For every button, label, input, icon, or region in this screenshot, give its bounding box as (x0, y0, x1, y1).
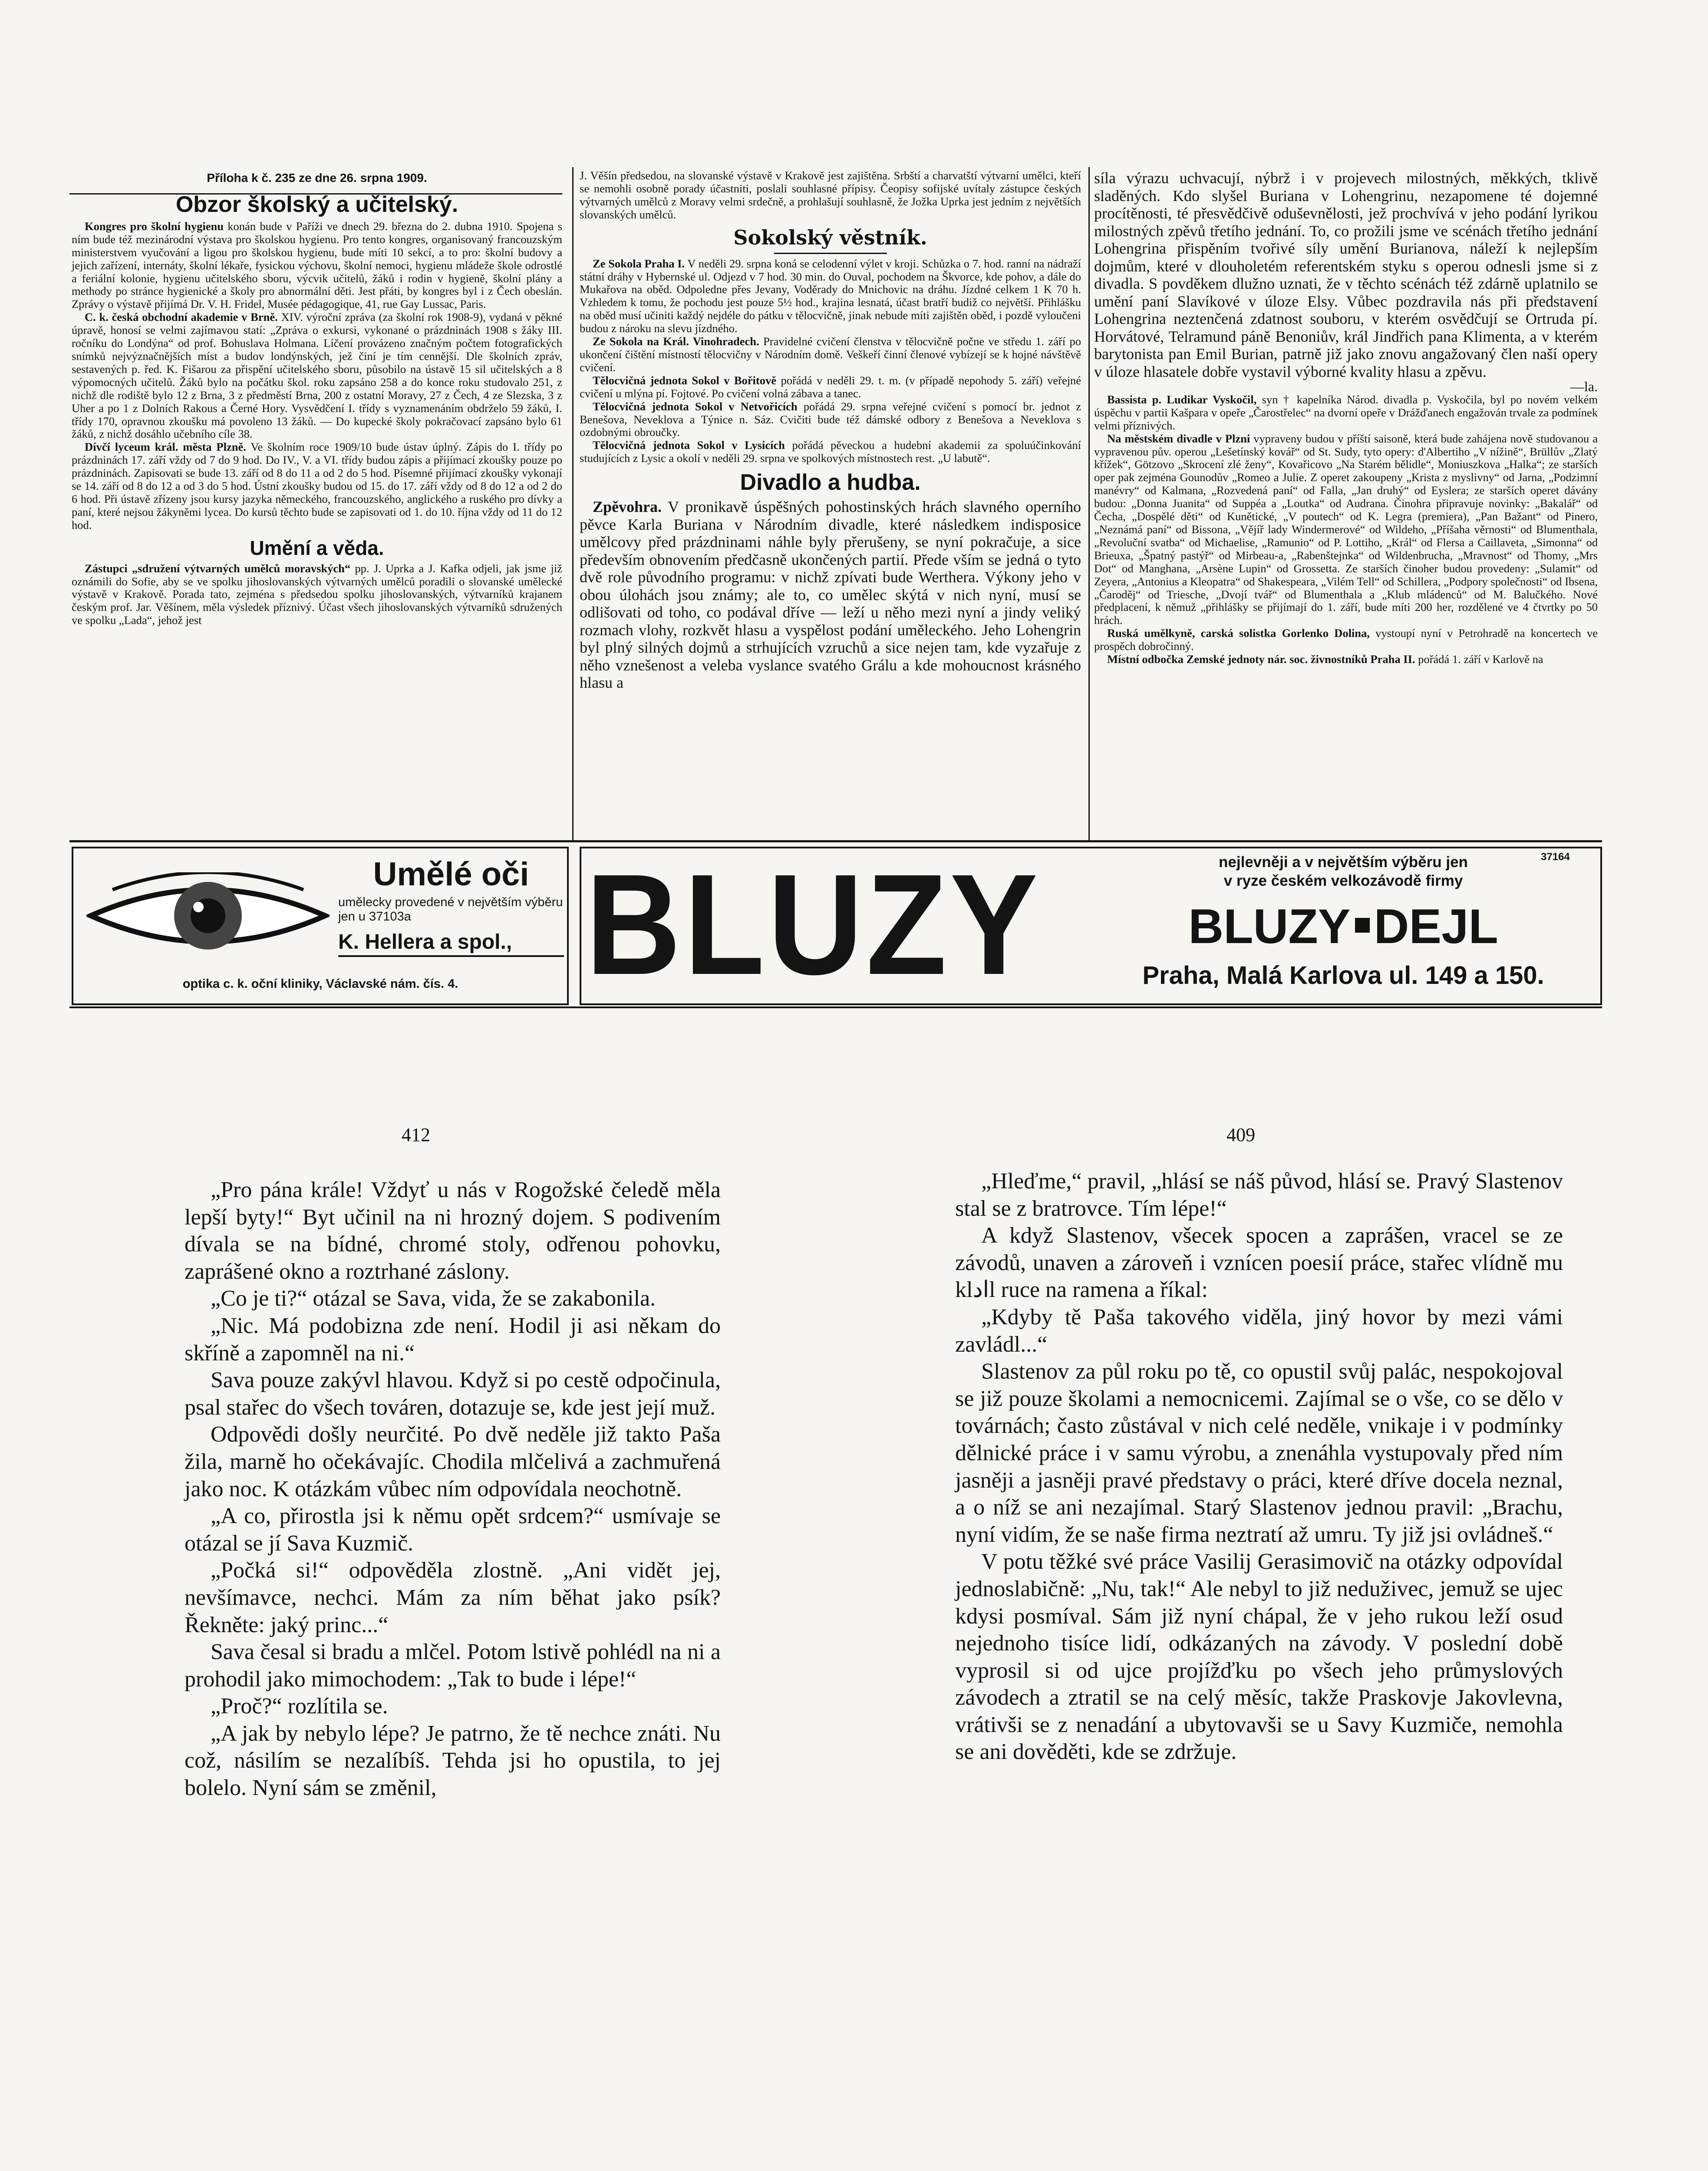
ad-rule (338, 955, 564, 957)
section-heading-school: Obzor školský a učitelský. (175, 191, 458, 217)
article-lead: C. k. česká obchodní akademie v Brně. (85, 310, 278, 324)
article-text: V neděli 29. srpna koná se celodenní výlet v kroji. Schůzka o 7. hod. ranní na nádraží státní dráhy v Hybernské ul. Odjezd v 7 hod. 30 min. do Ouval, pochodem na Škvorce, kde pohov, a dále do Mukařova na oběd. Odpoledne přes Jevany, Voděrady do Mnichovic na dráhu. Jízdné celkem 1 K 70 h. Vzhledem k tomu, že pochodu jest pouze 5½ hod., krajina lesnatá, účast bratří budiž co největší. Přihlášku na oběd musí učiniti každý nejdéle do pátku v tělocvičně, jinak nebude míti zajištěn oběd, i pozdě vyloučeni budou z nároku na slevu jízdného. (580, 257, 1081, 335)
book-paragraph: V potu těžké své práce Vasilij Gerasimovič na otázky odpovídal jednoslabičně: „Nu, tak!“ Ale nebyl to již neduživec, jemuž se ujec kdysi posmíval. Sám již nyní chápal, že v jeho rukou leží osud nejednoho tisíce lidí, odkázaných na závody. V poslední době vyprosil si od ujce projížďku po všech jeho průmyslových závodech a ztratil se na celý měsíc, takže Praskovje Jakovlevna, vrátivši se z nenadání a ubytovavši se u Savy Kuzmiče, nemohla se ani dověděti, kde se zdržuje. (955, 1549, 1563, 1765)
article-continued: J. Věšín předsedou, na slovanské výstavě v Krakově jest zajištěna. Srbští a charvatští výtvarní umělci, kteří se nemohli osobně porady účastniti, poslali souhlasné přípisy. Čeopisy sofijské uvítaly zástupce českých výtvarných umělců z Moravy velmi srdečně, a prohlašují souhlasně, že Jožka Uprka jest jedním z největších slovanských umělců. (580, 169, 1081, 221)
column-2 (580, 169, 1081, 692)
article-sokol-lysice (580, 439, 1081, 465)
article-lead: Bassista p. Ludikar Vyskočil, (1107, 393, 1257, 406)
article-signature: —la. (1570, 379, 1598, 394)
article-sokol-netvorice (580, 400, 1081, 439)
article-opera (580, 498, 1081, 692)
article-continued: síla výrazu uchvacují, nýbrž i v projevech milostných, měkkých, tklivě sladěných. Kdo slyšel Buriana v Lohengrinu, nezapomene té dojemné procítěnosti, té přesvědčivě oduševnělosti, jež prochvívá v jeho podání lyrikou milostných zpěvů třetího jednání. To, co prožili jsme ve scénách třetího jednání Lohengrina přispěním tvořivé síly umění Burianova, náleží k nejlepším dojmům, které v dlouholetém referentském styku s operou odnesli jsme si z divadla. S povděkem dlužno uznati, že v těchto scénách též zdárně uplatnilo se umění paní Slavíkové v úloze Elsy. Vůbec pozdravila nás při představení Lohengrina neztenčená zdatnost souboru, v kterém osvědčují se Ortruda pí. Horvátové, Telramund páně Benoniův, král Jindřich pana Klimenta, a v kterém barytonista pan Emil Burian, patrně již jako znovu angažovaný člen naší opery v úloze hlasatele dobře vystavil výborné kvality hlasu a zpěvu. (1094, 169, 1598, 380)
article-plzen-lyceum (72, 441, 562, 531)
article-text: vystoupí nyní v Petrohradě na koncertech ve prospěch dobročinný. (1094, 627, 1598, 653)
ad-line-2: v ryze českém velkozávodě firmy (1223, 872, 1463, 889)
article-moravian-artists (72, 562, 562, 627)
article-lead: Tělocvičná jednota Sokol v Netvořicích (593, 399, 798, 413)
article-sokol-praha (580, 257, 1081, 335)
bluzy-advertisement (580, 844, 1602, 1005)
book-paragraph: Odpovědi došly neurčité. Po dvě neděle již takto Paša žila, marně ho očekávajíc. Chodila mlčelivá a zachmuřená jako noc. K otázkám vůbec ním odpovídala neochotně. (185, 1422, 721, 1501)
article-brno-academy (72, 311, 562, 441)
article-lead: Zástupci „sdružení výtvarných umělců moravských“ (85, 561, 351, 575)
eye-icon (86, 872, 330, 959)
separator-square-icon (1355, 918, 1370, 933)
book-paragraph: „Nic. Má podobizna zde není. Hodil ji asi někam do skříně a zapomněl na ni.“ (185, 1313, 721, 1366)
ad-footer: optika c. k. oční kliniky, Václavské nám. čís. 4. (182, 977, 458, 991)
article-text: pp. J. Uprka a J. Kafka odjeli, jak jsme již oznámili do Sofie, aby se ve spolku jihoslovanských výtvarných umělců poradili o slovanské umělecké výstavě v Krakově. Porada tato, zejména s předsedou spolku jihoslovanských, výtvarníků krajanem českým prof. Jar. Věšínem, měla výsledek příznivý. Účast všech jihoslovanských výtvarníků sdružených ve spolku „Lada“, jehož jest (72, 561, 563, 627)
section-heading-art: Umění a věda. (250, 536, 384, 559)
article-lead: Ze Sokola Praha I. (593, 257, 685, 270)
book-paragraph: „Co je ti?“ otázal se Sava, vida, že se zakabonila. (211, 1286, 656, 1311)
column-divider (572, 167, 574, 840)
book-paragraph: „Počká si!“ odpověděla zlostně. „Ani vidět jej, nevšímavce, nechci. Mám za ním běhat jako psík? Řekněte: jaký princ...“ (185, 1558, 721, 1637)
article-lead: Zpěvohra. (593, 498, 662, 516)
article-trade-union (1094, 653, 1598, 666)
article-text: pořádá 29. srpna veřejné cvičení s pomocí br. jednot z Benešova, Neveklova a Týnice n. Sáz. Cvičiti bude též dámské odbory z Benešova a Neveklova s ozdobnými obroučky. (580, 399, 1081, 439)
article-lead: Ze Sokola na Král. Vinohradech. (593, 335, 759, 348)
page-number-left: 412 (402, 1124, 430, 1145)
ad-text: umělecky provedené v největším výběru jen u 37103a (338, 895, 563, 924)
book-paragraph: Sava pouze zakývl hlavou. Když si po cestě odpočinula, psal stařec do všech továren, dotazuje se, kde jest její muž. (185, 1368, 721, 1420)
ad-headline: Umělé oči (373, 856, 529, 893)
heading-rule (774, 253, 887, 254)
firm-part-b: DEJL (1374, 899, 1498, 954)
ad-line-1: nejlevněji a v největším výběru jen (1219, 854, 1468, 871)
column-divider (1088, 167, 1090, 840)
ad-firm-name (1094, 898, 1593, 955)
book-page-left (185, 1177, 721, 1802)
article-hygiene-congress (72, 220, 562, 311)
book-paragraph: Sava česal si bradu a mlčel. Potom lstivě pohlédl na ni a prohodil jako mimochodem: „Tak to bude i lépe!“ (185, 1640, 721, 1692)
article-text: pořádá pěveckou a hudební akademii za spoluúčinkování studujících z Lysic a okolí v neděli 29. srpna ve spolkových místnostech rest. „U labutě“. (580, 439, 1082, 465)
article-text: syn † kapelníka Národ. divadla p. Vyskočila, byl po novém velkém úspěchu v partii Kašpara v opeře „Čarostřelec“ na dvorní opeře v Drážďanech engažován trvale za podmínek velmi příznivých. (1094, 393, 1598, 432)
article-text: V pronikavě úspěšných pohostinských hrách slavného operního pěvce Karla Buriana v Národním divadle, které následkem indisposice umělcovy před prázdninami náhle byly přerušeny, se nyní pokračuje, a sice především obnovením předčasně ukončených partií. Přede vším se jedná o tyto dvě role původního programu: v nichž zpívati bude Werthera. Výkony jeho v obou úlohách jsou známy; ale to, co umělec skýtá v nich nyní, musí se odlišovati od toho, co podával dříve — leží u něho mezi nyní a jindy veliký rozmach vlohy, rozkvět hlasu a vyspělost podání uměleckého. Jeho Lohengrin byl plný silných dojmů a strhujících vzruchů a sice nejen tam, kde vyzařuje z něho vznešenost a veleba vyslance svatého Grálu a kde mohoucnost krásného hlasu a (580, 498, 1081, 692)
article-lead: Na městském divadle v Plzni (1107, 432, 1250, 445)
article-text: konán bude v Paříži ve dnech 29. března do 2. dubna 1910. Spojena s ním bude též mezinárodní výstava pro školskou hygienu. Pro tento kongres, organisovaný francouzským ministerstvem vyučování a ligou pro školskou hygienu, bude míti 10 sekcí, a to pro: školní budovy a jejich zařízení, internáty, školní lékaře, fysickou výchovu, školní nemoci, hygienu mládeže škole odrostlé a feriální kolonie, hygienu učitelského sboru, výcvik učitelů, žáků i rodin v hygieně, školní plány a methody po stránce hygienické a školy pro abnormální děti. Jest přáti, by kongres byl i z Čech obeslán. Zprávy o výstavě přijímá Dr. V. H. Fridel, Musée pédagogique, 41, rue Gay Lussac, Paris. (72, 219, 562, 311)
ad-address: Praha, Malá Karlova ul. 149 a 150. (1142, 961, 1544, 990)
ad-firm-name: K. Hellera a spol., (338, 930, 512, 954)
article-lead: Kongres pro školní hygienu (85, 219, 224, 233)
article-lead: Dívčí lyceum král. města Plzně. (85, 440, 246, 454)
ad-big-word: BLUZY (586, 844, 1041, 1004)
article-text: pořádá v neděli 29. t. m. (v případě nepohody 5. září) veřejné cvičení u mlýna pí. Fojtové. Po cvičení volná zábava a tanec. (580, 373, 1082, 400)
column-3 (1094, 169, 1598, 666)
optician-advertisement (72, 847, 569, 1005)
article-text: pořádá 1. září v Karlově na (1418, 653, 1543, 666)
article-plzen-theatre (1094, 432, 1598, 627)
article-lead: Místní odbočka Zemské jednoty nár. soc. živnostníků Praha II. (1107, 653, 1415, 666)
book-page-right (955, 1168, 1563, 1766)
article-gorlenko (1094, 627, 1598, 653)
article-text: Ve školním roce 1909/10 bude ústav úplný. Zápis do I. třídy po prázdninách 17. září vždy od 7 do 9 hod. Do IV., V. a VI. třídy budou zápis a přijímací zkoušky pouze po prázdninách. Zapisovati se bude 13. září od 8 do 11 a od 2 do 5 hod. Písemné přijímací zkoušky vykonají se 14. září od 8 do 12 a od 3 do 5 hod. Ústní zkoušky budou od 15. do 17. září vždy od 8 do 12 a od 2 do 6 hod. Při ústavě zřízeny jsou kursy jazyka německého, francouzského, anglického a ruského pro dívky a paní, které nejsou žákyněmi lycea. Do kursů těchto bude se zapisovati od 1. do 10. října vždy od 11 do 12 hod. (72, 440, 562, 531)
article-lead: Ruská umělkyně, carská solistka Gorlenko Dolina, (1107, 627, 1370, 640)
article-sokol-boritov (580, 374, 1081, 400)
book-paragraph: A když Slastenov, všecek spocen a zaprášen, vracel se ze závodů, unaven a zároveň i vznícen poesií práce, stařec vlídně mu klادl ruce na ramena a říkal: (955, 1223, 1563, 1303)
book-paragraph: „A jak by nebylo lépe? Je patrno, že tě nechce znáti. Nu což, násilím se nezalíbíš. Tehda jsi ho opustila, to jej bolelo. Nyní sám se změnil, (185, 1721, 721, 1801)
article-vyskocil (1094, 393, 1598, 432)
article-text: vypraveny budou v příští saisoně, která bude zahájena nově studovanou a vypravenou pův. operou „Lešetínský kovář“ od St. Sudy, tyto opery: d'Albertiho „V nížině“, Brüllův „Zlatý křížek“, Götzovo „Skrocení zlé ženy“, Kovařicovo „Na Starém bělidle“, Moniuszkova „Halka“; ze starších oper pak zejména Gounodův „Romeo a Julie. Z operet zakoupeny „Krista z myslivny“ od Jarna, „Podzimní manévry“ od Kalmana, „Rozvedená paní“ od Falla, „Jan druhý“ od Eyslera; ze starších operet dávány budou: „Donna Juanita“ od Suppéa a „Loutka“ od Audrana. Činohra připravuje novinky: „Bakalář“ od Čecha, „Dospělé děti“ od Kunětické, „V poutech“ od K. Legra (premiera), „Pan Bažant“ od Pinero, „Neznámá paní“ od Bissona, „Vějíř lady Windermerové“ od Wildeho, „Příšaha věrnosti“ od Blumenthala, „Revoluční svatba“ od Michaelise, „Ramunio“ od P. Lottiho, „Král“ od Flersa a Caillaveta, „Simonna“ od Brieuxa, „Špatný pastýř“ od Mirbeau-a, „Rabenštejnka“ od Wildenbrucha, „Mravnost“ od Thomy, „Mrs Dot“ od Manghana, „Arsène Lupin“ od Grossetta. Ze starších činoher budou provedeny: „Sulamit“ od Zeyera, „Antonius a Kleopatra“ od Shakespeara, „Vilém Tell“ od Schillera, „Podpory společnosti“ od Ibsena, „Čaroděj“ od Triesche, „Dvojí tvář“ od Blumenthala a „Klub mládenců“ od M. Balučkého. Nové předplacení, k němuž „přihlášky se přijímají do 1. září, bude míti 200 her, rozdělené ve 4 čtvrtky po 50 hrách. (1094, 432, 1598, 627)
ads-bottom-rule (69, 1006, 1602, 1008)
article-sokol-vinohrady (580, 335, 1081, 374)
book-paragraph: „Proč?“ rozlítila se. (211, 1694, 388, 1719)
supplement-line: Příloha k č. 235 ze dne 26. srpna 1909. (207, 171, 427, 185)
ad-code: 37164 (1541, 851, 1570, 863)
book-paragraph: „Hleďme,“ pravil, „hlásí se náš původ, hlásí se. Pravý Slastenov stal se z bratrovce. Tím lépe!“ (955, 1169, 1563, 1221)
book-paragraph: „Kdyby tě Paša takového viděla, jiný hovor by mezi vámi zavládl...“ (955, 1304, 1563, 1357)
book-paragraph: „A co, přirostla jsi k němu opět srdcem?“ usmívaje se otázal se jí Sava Kuzmič. (185, 1504, 721, 1556)
book-paragraph: „Pro pána krále! Vždyť u nás v Rogožské čeledě měla lepší byty!“ Byt učinil na ni hrozný dojem. S podivením dívala se na bídné, chromé stoly, odřenou pohovku, zaprášené okno a roztrhané záslony. (185, 1178, 721, 1284)
article-text: XIV. výroční zpráva (za školní rok 1908-9), vydaná v pěkné úpravě, honosí se velmi zajímavou statí: „Zpráva o exkursi, vykonané o prázdninách 1908 s žáky III. ročníku do Londýna“ od prof. Bohuslava Holmana. Líčení provázeno značným počtem fotografických snímků nejvýznačnějších míst a budov londýnských, jež činí je tím cennější. Dle školních zpráv, sestavených p. řed. K. Fišarou za přispění učitelského sboru, působilo na ústavě 15 sil učitelských a 8 výpomocných učitelů. Žáků bylo na počátku škol. roku zapsáno 258 a do konce roku studovalo 251, z nichž dle rodiště bylo 12 z Brna, 3 z předměstí Brna, 200 z ostatní Moravy, 27 z Čech, 4 ze Slezska, 3 z Uher a po 1 z Dolních Rakous a Černé Hory. Vysvědčení I. třídy s vyznamenáním obdrželo 59 žáků, I. třídy 170, opravnou zkoušku má povoleno 13 žáků. — Do kupecké školy pokračovací zapsáno bylo 61 žáků, z nichž dosáhlo učebního cíle 38. (72, 310, 563, 441)
section-heading-sokol: Sokolský věstník. (733, 225, 927, 249)
article-text: Pravidelné cvičení členstva v tělocvičně počne ve středu 1. září po ukončení čištění místností tělocvičny v Národním domě. Veškeří činní členové vybízejí se k hojné návštěvě cvičení. (580, 335, 1081, 374)
page-number-right: 409 (1227, 1124, 1255, 1145)
book-paragraph: Slastenov za půl roku po tě, co opustil svůj palác, nespokojoval se již pouze školami a nemocnicemi. Zajímal se o vše, co se dělo v továrnách; často zůstával v nich celé neděle, vnikaje i v podmínky dělnické práce i v samu výrobu, a znenáhla vystupovaly před ním jasněji a jasněji pravé představy o práci, které dříve docela neznal, a o níž se ani nezajímal. Starý Slastenov jednou pravil: „Brachu, nyní vidím, že se naše firma neztratí až umru. Ty již jsi ovládneš.“ (955, 1359, 1563, 1547)
article-lead: Tělocvičná jednota Sokol v Bořitově (593, 373, 776, 387)
article-lead: Tělocvičná jednota Sokol v Lysicích (593, 439, 785, 452)
section-heading-theatre: Divadlo a hudba. (740, 470, 921, 495)
firm-part-a: BLUZY (1188, 899, 1351, 954)
column-1 (72, 172, 562, 627)
